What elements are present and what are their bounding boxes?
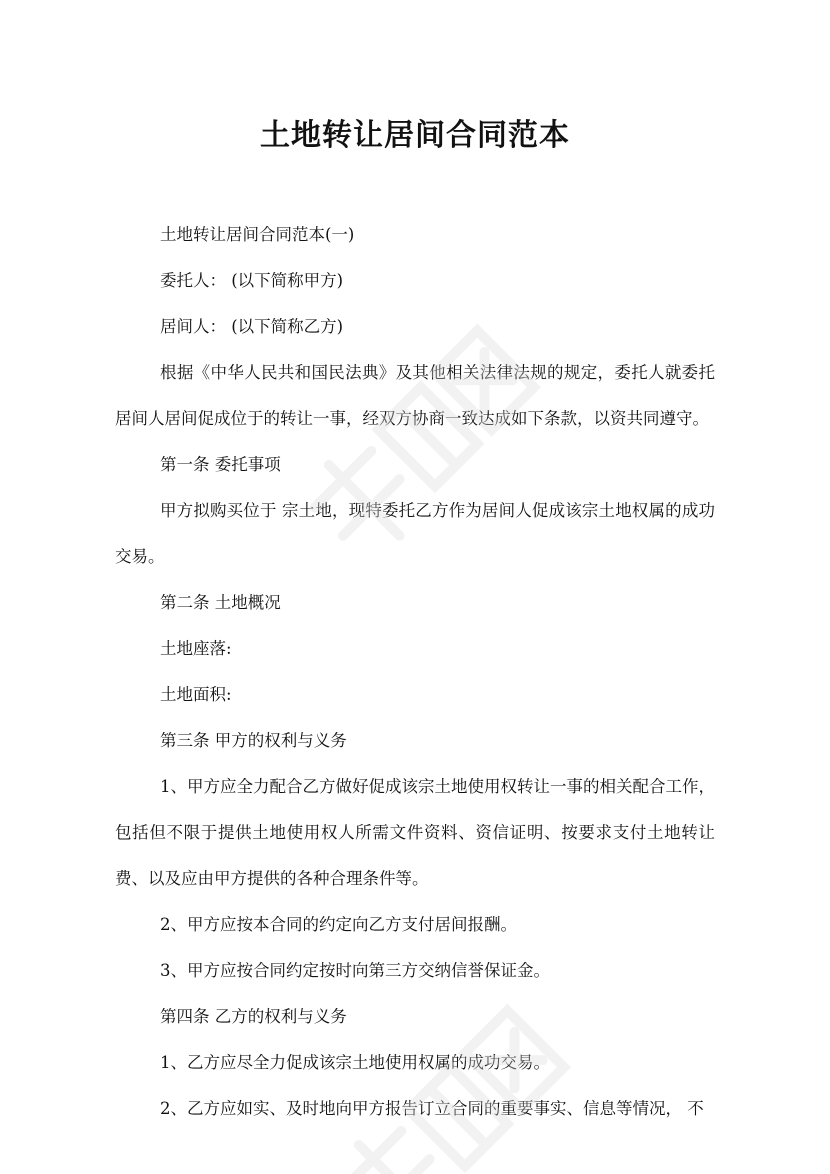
article-3-item-1: 1、甲方应全力配合乙方做好促成该宗土地使用权转让一事的相关配合工作，包括但不限于提供土地使用权人所需文件资料、资信证明、按要求支付土地转让费、以及应由甲方提供的各种合理条件等。 xyxy=(115,777,715,888)
article-3-item-2: 2、甲方应按本合同的约定向乙方支付居间报酬。 xyxy=(160,915,517,934)
article-4-item-1: 1、乙方应尽全力促成该宗土地使用权属的成功交易。 xyxy=(160,1053,550,1072)
paragraph-heading: 土地转让居间合同范本(一) xyxy=(160,225,355,244)
article-4-item-2: 2、乙方应如实、及时地向甲方报告订立合同的重要事实、信息等情况， 不 xyxy=(160,1099,704,1118)
article-1-heading: 第一条 委托事项 xyxy=(160,455,281,474)
document-body xyxy=(115,212,715,1132)
article-4-heading: 第四条 乙方的权利与义务 xyxy=(160,1007,347,1026)
article-3-heading: 第三条 甲方的权利与义务 xyxy=(160,731,347,750)
paragraph-intermediary: 居间人： (以下简称乙方) xyxy=(160,317,344,336)
article-1-text: 甲方拟购买位于 宗土地，现特委托乙方作为居间人促成该宗土地权属的成功交易。 xyxy=(115,501,715,566)
land-location: 土地座落: xyxy=(160,639,232,658)
paragraph-preamble: 根据《中华人民共和国民法典》及其他相关法律法规的规定，委托人就委托居间人居间促成位于的转让一事，经双方协商一致达成如下条款，以资共同遵守。 xyxy=(115,363,715,428)
article-3-item-3: 3、甲方应按合同约定按时向第三方交纳信誉保证金。 xyxy=(160,961,550,980)
article-2-heading: 第二条 土地概况 xyxy=(160,593,281,612)
land-area: 土地面积: xyxy=(160,685,232,704)
paragraph-principal: 委托人： (以下简称甲方) xyxy=(160,271,344,290)
document-title: 土地转让居间合同范本 xyxy=(260,118,570,153)
